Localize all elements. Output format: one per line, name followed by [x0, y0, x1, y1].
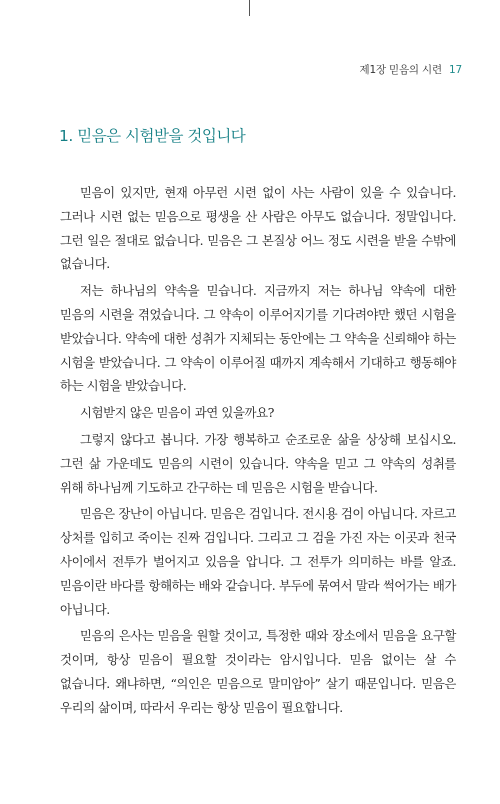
body-text: [60, 181, 456, 723]
paragraph-4: 그렇지 않다고 봅니다. 가장 행복하고 순조로운 삶을 상상해 보십시오. 그런 삶 가운데도 믿음의 시련이 있습니다. 약속을 믿고 그 약속의 성취를 위해 하나님께 기도하고 간구하는 데 믿음은 시험을 받습니다.: [60, 431, 456, 495]
paragraph-1: 믿음이 있지만, 현재 아무런 시련 없이 사는 사람이 있을 수 있습니다. 그러나 시련 없는 믿음으로 평생을 산 사람은 아무도 없습니다. 정말입니다. 그런 일은 절대로 없습니다. 믿음은 그 본질상 어느 정도 시련을 받을 수밖에 없습니다.: [60, 185, 456, 272]
running-head: [360, 62, 462, 77]
paragraph-5: 믿음은 장난이 아닙니다. 믿음은 검입니다. 전시용 검이 아닙니다. 자르고 상처를 입히고 죽이는 진짜 검입니다. 그리고 그 검을 가진 자는 이곳과 천국 사이에서 전투가 벌어지고 있음을 압니다. 그 전투가 의미하는 바를 알죠. 믿음이란 바다를 항해하는 배와 같습니다. 부두에 묶여서 말라 썩어가는 배가 아닙니다.: [60, 506, 456, 617]
top-center-rule: [249, 0, 250, 16]
paragraph-6: 믿음의 은사는 믿음을 원할 것이고, 특정한 때와 장소에서 믿음을 요구할 것이며, 항상 믿음이 필요할 것이라는 암시입니다. 믿음 없이는 살 수 없습니다. 왜냐하면, “의인은 믿음으로 말미암아” 살기 때문입니다. 믿음은 우리의 삶이며, 따라서 우리는 항상 믿음이 필요합니다.: [60, 628, 456, 715]
section-title: 1. 믿음은 시험받을 것입니다: [59, 127, 246, 145]
paragraph-3: 시험받지 않은 믿음이 과연 있을까요?: [80, 405, 274, 421]
paragraph-2: 저는 하나님의 약속을 믿습니다. 지금까지 저는 하나님 약속에 대한 믿음의 시련을 겪었습니다. 그 약속이 이루어지기를 기다려야만 했던 시험을 받았습니다. 약속에 대한 성취가 지체되는 동안에는 그 약속을 신뢰해야 하는 시험을 받았습니다. 그 약속이 이루어질 때까지 계속해서 기대하고 행동해야 하는 시험을 받았습니다.: [60, 283, 456, 394]
page-number: 17: [449, 64, 462, 76]
chapter-label: 제1장 믿음의 시련: [359, 64, 442, 76]
